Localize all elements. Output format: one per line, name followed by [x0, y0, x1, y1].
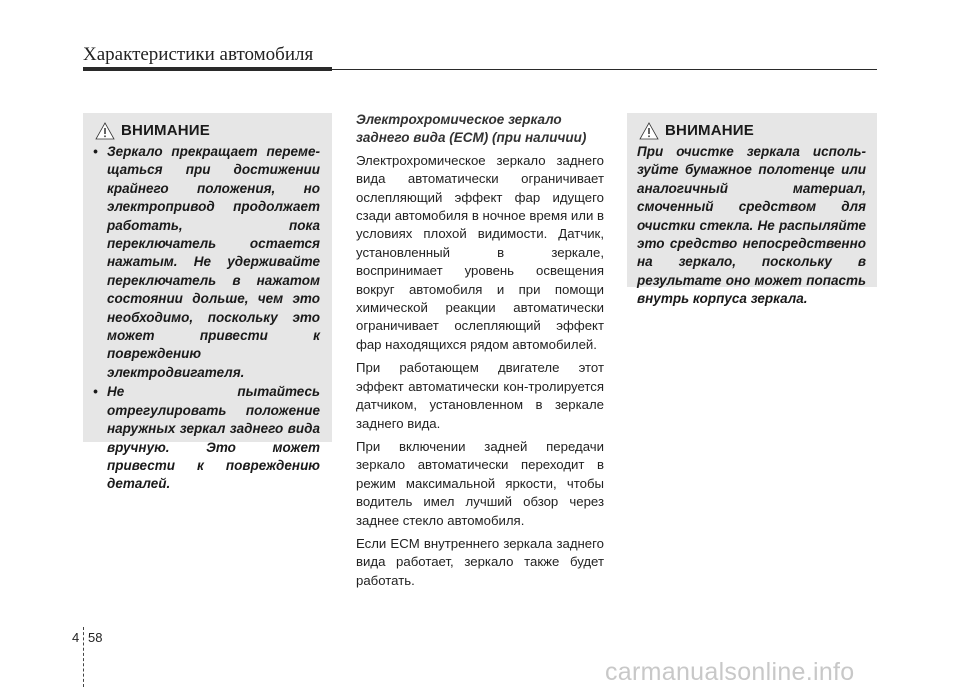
bullet-dot: • [93, 144, 98, 159]
header-rule-thin [332, 69, 877, 70]
warning-header [637, 121, 866, 141]
warning-bullet [93, 383, 320, 493]
warning-bullet [93, 143, 320, 382]
warning-header [93, 121, 320, 141]
warning-body-text: При очистке зеркала исполь-зуйте бумажное полотенце или аналогичный материал, смоченный средством для очистки стекла. Не распыляйте это средство непосредственно на зеркало, поскольку в результате оно может попасть внутрь корпуса зеркала. [637, 144, 866, 307]
warning-title: ВНИМАНИЕ [121, 121, 210, 139]
page-header-title: Характеристики автомобиля [83, 44, 314, 65]
footer-divider [83, 627, 84, 687]
bullet-dot: • [93, 384, 98, 400]
warning-triangle-icon [95, 122, 115, 140]
warning-bullet-text: Не пытайтесь отрегулировать положение наружных зеркал заднего вида вручную. Это может привести к повреждению деталей. [107, 384, 320, 492]
page-number: 58 [88, 630, 103, 645]
body-paragraph: Если ECM внутреннего зеркала заднего вида работает, зеркало также будет работать. [356, 535, 604, 588]
chapter-number: 4 [72, 630, 80, 645]
warning-triangle-icon [639, 122, 659, 140]
ecm-section [356, 111, 604, 595]
warning-title: ВНИМАНИЕ [665, 121, 754, 139]
warning-bullet-text: Зеркало прекращает переме-щаться при достижении крайнего положения, но электропривод продолжает работать, пока переключатель остается нажатым. Не удерживайте переключатель в нажатом состоянии дольше, чем это необходимо, поскольку это может привести к повреждению электродвигателя. [107, 144, 320, 380]
section-title: Электрохромическое зеркало заднего вида (ECM) (при наличии) [356, 112, 587, 146]
watermark-text: carmanualsonline.info [605, 658, 855, 686]
body-paragraph: Электрохромическое зеркало заднего вида автоматически ограничивает ослепляющий эффект фар идущего сзади автомобиля в ночное время или в условиях плохой видимости. Датчик, установленный в зеркале, воспринимает уровень освещения вокруг автомобиля и при помощи химической реакции автоматически ограничивает ослепляющий эффект фар находящихся рядом автомобилей. [356, 152, 604, 352]
warning-box-left [83, 113, 332, 492]
header-rule-thick [83, 67, 332, 71]
warning-box-right [627, 113, 877, 307]
body-paragraph: При включении задней передачи зеркало автоматически переходит в режим максимальной яркости, чтобы водитель имел лучший обзор через заднее стекло автомобиля. [356, 438, 604, 528]
body-paragraph: При работающем двигателе этот эффект автоматически кон-тролируется датчиком, установленном в зеркале заднего вида. [356, 360, 604, 431]
